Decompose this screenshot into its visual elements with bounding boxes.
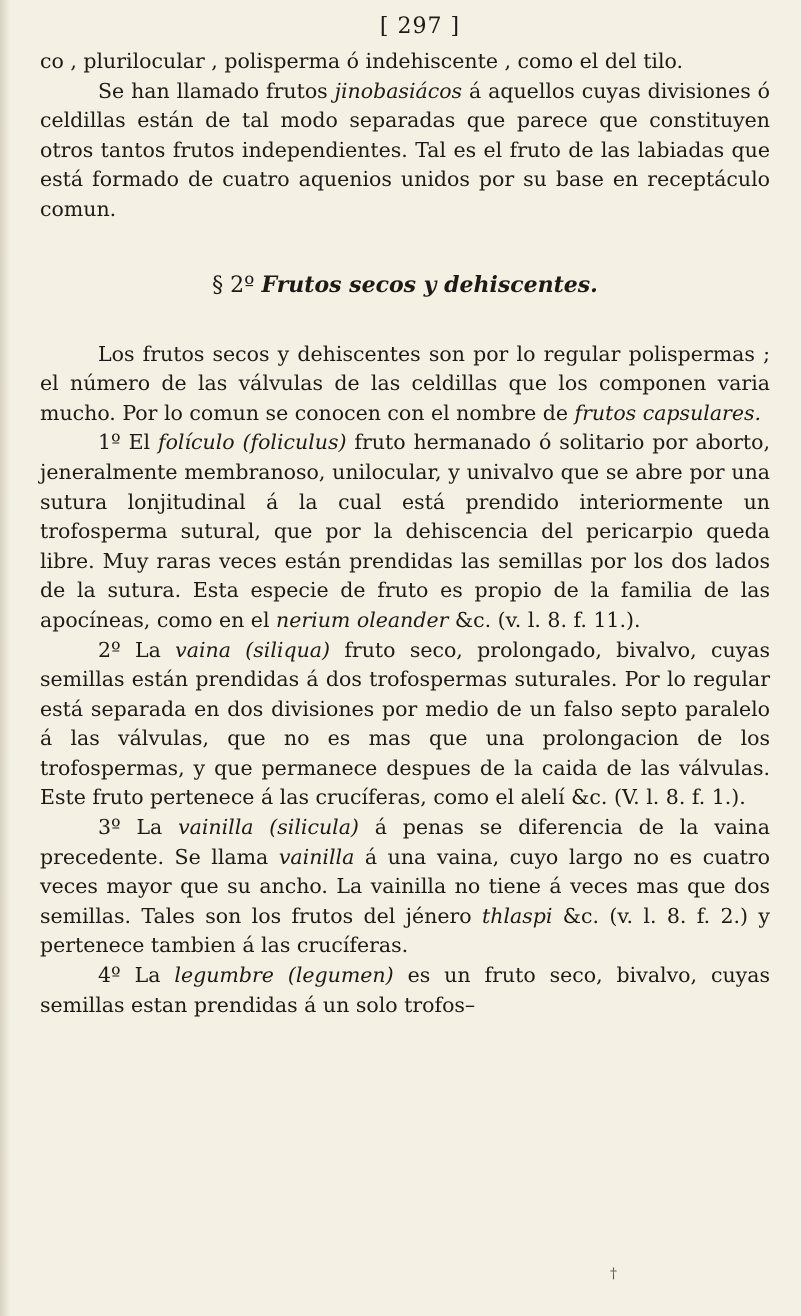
text-run: &c. (v. l. 8. f. 2.) y pertenece tambien á las crucíferas. bbox=[40, 903, 770, 958]
text-run: Se han llamado frutos bbox=[98, 78, 335, 103]
italic-term: nerium oleander bbox=[276, 607, 449, 632]
text-run: 4º La bbox=[98, 963, 175, 988]
printer-mark: † bbox=[610, 1266, 617, 1282]
text-run: á una vaina, cuyo largo no es cuatro veces mayor que su ancho. La vainilla no tiene á veces mas que dos semillas. Tales son los frutos del jénero bbox=[40, 844, 770, 928]
page-edge-shadow bbox=[0, 0, 10, 1316]
book-page bbox=[40, 14, 770, 1020]
text-run: 1º El bbox=[98, 430, 158, 455]
paragraph-jinobasiacos bbox=[40, 77, 770, 225]
text-run: fruto hermanado ó solitario por aborto, jeneralmente membranoso, unilocular, y univalvo que se abre por una sutura lonjitudinal á la cual está prendido interiormente un trofosperma sutural, que por la dehiscencia del pericarpio queda libre. Muy raras veces están prendidas las semillas por los dos lados de la sutura. Esta especie de fruto es propio de la familia de las apocíneas, como en el bbox=[40, 430, 770, 632]
italic-term: jinobasiácos bbox=[334, 78, 463, 103]
text-run: á aquellos cuyas divisiones ó celdillas están de tal modo separadas que parece que constituyen otros tantos frutos independientes. Tal es el fruto de las labiadas que está formado de cuatro aquenios unidos por su base en receptáculo comun. bbox=[40, 78, 770, 221]
paragraph-vainilla bbox=[40, 813, 770, 961]
paragraph-vaina bbox=[40, 636, 770, 814]
text-run: Los frutos secos y dehiscentes son por lo regular polispermas ; el número de las válvulas de las celdillas que los componen varia mucho. Por lo comun se conocen con el nombre de bbox=[40, 341, 770, 425]
text-run: á penas se diferencia de la vaina precedente. Se llama bbox=[40, 815, 770, 869]
italic-term: legumbre (legumen) bbox=[174, 963, 394, 988]
section-title: Frutos secos y dehiscentes. bbox=[261, 271, 598, 298]
italic-term: frutos capsulares. bbox=[574, 400, 762, 425]
page-number-header: [ 297 ] bbox=[379, 14, 461, 39]
text-run: 2º La bbox=[98, 637, 176, 662]
text-run: es un fruto seco, bivalvo, cuyas semillas estan prendidas á un solo trofos– bbox=[40, 963, 770, 1017]
paragraph-tilo: co , plurilocular , polisperma ó indehiscente , como el del tilo. bbox=[40, 49, 684, 73]
italic-term: vaina (siliqua) bbox=[175, 637, 331, 662]
italic-term: thlaspi bbox=[482, 903, 553, 928]
section-number: § 2º bbox=[212, 272, 262, 298]
text-run: &c. (v. l. 8. f. 11.). bbox=[448, 607, 641, 632]
paragraph-intro-dehiscentes bbox=[40, 340, 770, 429]
text-run: fruto seco, prolongado, bivalvo, cuyas semillas están prendidas á dos trofospermas suturales. Por lo regular está separada en dos divisiones por medio de un falso septo paralelo á las válvulas, que no es mas que una prolongacion de los trofospermas, y que permanece despues de la caida de las válvulas. Este fruto pertenece á las crucíferas, como el alelí &c. (V. l. 8. f. 1.). bbox=[40, 637, 770, 810]
italic-term: vainilla bbox=[278, 844, 355, 869]
italic-term: vainilla (silicula) bbox=[178, 815, 359, 840]
section-heading bbox=[40, 269, 770, 302]
paragraph-legumbre bbox=[40, 961, 770, 1020]
text-run: 3º La bbox=[98, 815, 179, 840]
italic-term: folículo (foliculus) bbox=[157, 430, 347, 455]
paragraph-foliculo bbox=[40, 428, 770, 635]
